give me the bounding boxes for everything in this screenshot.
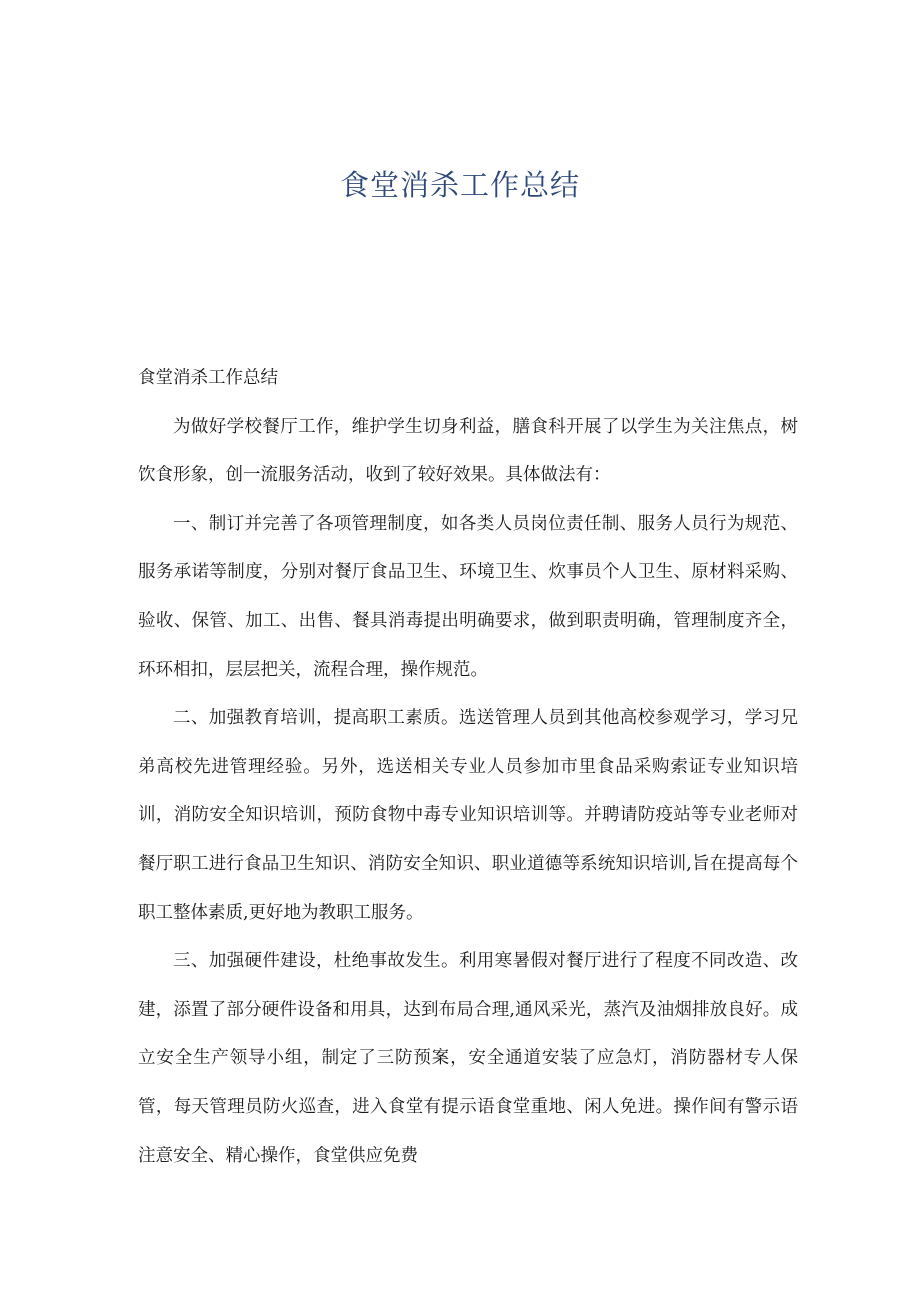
paragraph-1: 一、制订并完善了各项管理制度，如各类人员岗位责任制、服务人员行为规范、服务承诺等制度，分别对餐厅食品卫生、环境卫生、炊事员个人卫生、原材料采购、验收、保管、加工、出售、餐具消毒提出明确要求，做到职责明确，管理制度齐全，环环相扣，层层把关，流程合理，操作规范。 [138,513,798,680]
paragraph-3: 三、加强硬件建设，杜绝事故发生。利用寒暑假对餐厅进行了程度不同改造、改建，添置了部分硬件设备和用具，达到布局合理,通风采光，蒸汽及油烟排放良好。成立安全生产领导小组，制定了三防预案，安全通道安装了应急灯，消防器材专人保管，每天管理员防火巡查，进入食堂有提示语食堂重地、闲人免进。操作间有警示语注意安全、精心操作，食堂供应免费 [138,951,798,1166]
document-title: 食堂消杀工作总结 [339,168,580,202]
document-subtitle: 食堂消杀工作总结 [138,368,278,388]
paragraph-2: 二、加强教育培训，提高职工素质。选送管理人员到其他高校参观学习，学习兄弟高校先进管理经验。另外，选送相关专业人员参加市里食品采购索证专业知识培训，消防安全知识培训，预防食物中毒专业知识培训等。并聘请防疫站等专业老师对餐厅职工进行食品卫生知识、消防安全知识、职业道德等系统知识培训,旨在提高每个职工整体素质,更好地为教职工服务。 [138,708,798,923]
document-body [138,354,798,1180]
paragraph-intro: 为做好学校餐厅工作，维护学生切身利益，膳食科开展了以学生为关注焦点，树饮食形象，创一流服务活动，收到了较好效果。具体做法有： [138,416,798,486]
